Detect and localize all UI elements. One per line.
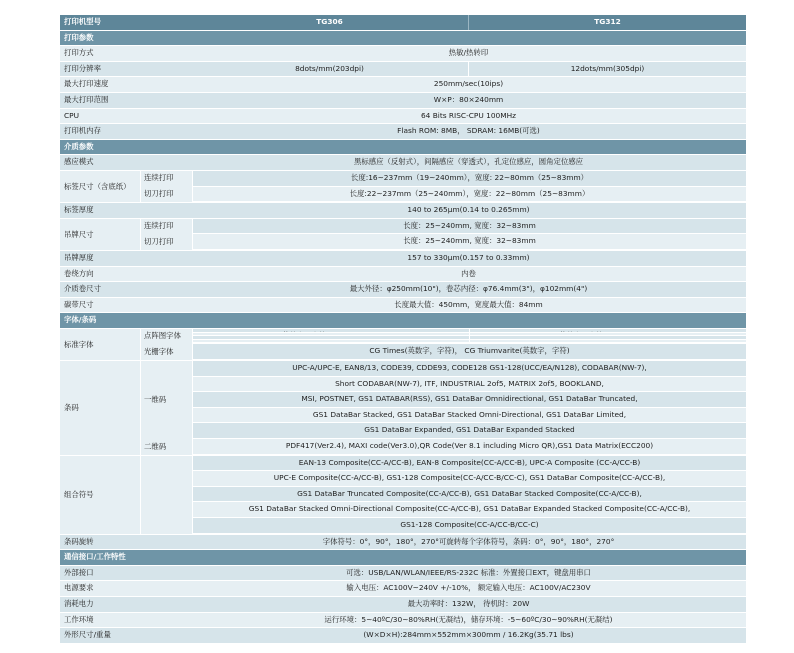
spec-table [60,15,746,644]
table-row: 消耗电力 最大功率时：132W， 待机时：20W [60,597,746,613]
table-row: 打印分辨率 8dots/mm(203dpi) 12dots/mm(305dpi) [60,62,746,78]
table-header-row [60,15,746,31]
section-print [60,31,746,47]
model-tg306: TG306 [316,17,343,26]
table-row: 吊牌厚度 157 to 330μm(0.157 to 0.33mm) [60,251,746,267]
font-group: 标准字体 点阵图字体 光栅字体 CG Times(英数字，字符)， CG Triumvarite(英数字，字符) [60,329,746,361]
table-row: 感应模式 黑标感应（反射式），间隔感应（穿透式），孔定位感应，圆角定位感应 [60,155,746,171]
table-row: CPU 64 Bits RISC-CPU 100MHz [60,109,746,125]
table-row: 电源要求 输入电压：AC100V~240V +/-10%， 额定输入电压：AC100V/AC230V [60,581,746,597]
table-row: 最大打印范围 W×P：80×240mm [60,93,746,109]
section-title: 通信接口/工作特性 [64,552,126,562]
section-fonts [60,313,746,329]
section-media [60,140,746,156]
barcode-group: 条码 一维码 UPC-A/UPC-E, EAN8/13, CODE39, CDDE93, CODE128 GS1-128(UCC/EA/N128), CODABAR(NW-7), Short CODABAR(NW-7), ITF, INDUSTRIAL 2of5, MATRIX 2of5, BOOKLAND, MSI, POSTNET, GS1 DATABAR(RSS), GS1 DataBar Omnidirectional, GS1 DataBar Truncated, GS1 DataBar Stacked, GS1 DataBar Stacked Omni-Directional, GS1 DataBar Limited, GS1 DataBar Expanded, GS1 DataBar Expanded Stacked 二维码 PDF417(Ver2.4), MAXI code(Ver3.0),QR Code(Ver 8.1 including Micro QR),GS1 Data Matrix(ECC200) [60,361,746,456]
table-row: 打印机内存 Flash ROM: 8MB， SDRAM: 16MB(可选) [60,124,746,140]
header-label: 打印机型号 [64,17,101,26]
table-row: 外部接口 可选：USB/LAN/WLAN/IEEE/RS-232C 标准：外置接口EXT，键盘用串口 [60,566,746,582]
table-row: 外形尺寸/重量 (W×D×H):284mm×552mm×300mm / 16.2Kg(35.71 lbs) [60,628,746,644]
table-row: 卷绕方向 内卷 [60,267,746,283]
section-title: 打印参数 [64,32,94,42]
label-size-group: 标签尺寸（含底纸） 连续打印 长度:16~237mm（19~240mm），宽度: 22~80mm（25~83mm） 切刀打印 长度:22~237mm（25~240mm），宽度：22~80mm（25~83mm） [60,171,746,203]
table-row: 打印方式 热敏/热转印 [60,46,746,62]
table-row: 碳带尺寸 长度最大值：450mm，宽度最大值：84mm [60,298,746,314]
section-title: 介质参数 [64,141,94,151]
table-row: 条码旋转 字体符号：0°，90°，180°，270°可旋转每个字体符号，条码：0°，90°，180°，270° [60,535,746,551]
tag-size-group: 吊牌尺寸 连续打印 长度：25~240mm, 宽度：32~83mm 切刀打印 长度：25~240mm, 宽度：32~83mm [60,219,746,251]
section-comm [60,550,746,566]
table-row: 工作环境 运行环境：5~40ºC/30~80%RH(无凝结)，储存环境：-5~60ºC/30~90%RH(无凝结) [60,613,746,629]
table-row: 最大打印速度 250mm/sec(10ips) [60,77,746,93]
table-row: 介质卷尺寸 最大外径：φ250mm(10")，卷芯内径：φ76.4mm(3")，φ102mm(4") [60,282,746,298]
section-title: 字体/条码 [64,315,97,325]
composite-group: 组合符号 EAN-13 Composite(CC-A/CC-B), EAN-8 Composite(CC-A/CC-B), UPC-A Composite (CC-A/CC-B) UPC-E Composite(CC-A/CC-B), GS1-128 Composite(CC-A/CC-B/CC-C), GS1 DataBar Composite(CC-A/CC-B), GS1 DataBar Truncated Composite(CC-A/CC-B), GS1 DataBar Stacked Composite(CC-A/CC-B), GS1 DataBar Stacked Omni-Directional Composite(CC-A/CC-B), GS1 DataBar Expanded Stacked Composite(CC-A/CC-B), GS1-128 Composite(CC-A/CC-B/CC-C) [60,456,746,535]
model-tg312: TG312 [468,15,746,30]
table-row: 标签厚度 140 to 265μm(0.14 to 0.265mm) [60,203,746,219]
